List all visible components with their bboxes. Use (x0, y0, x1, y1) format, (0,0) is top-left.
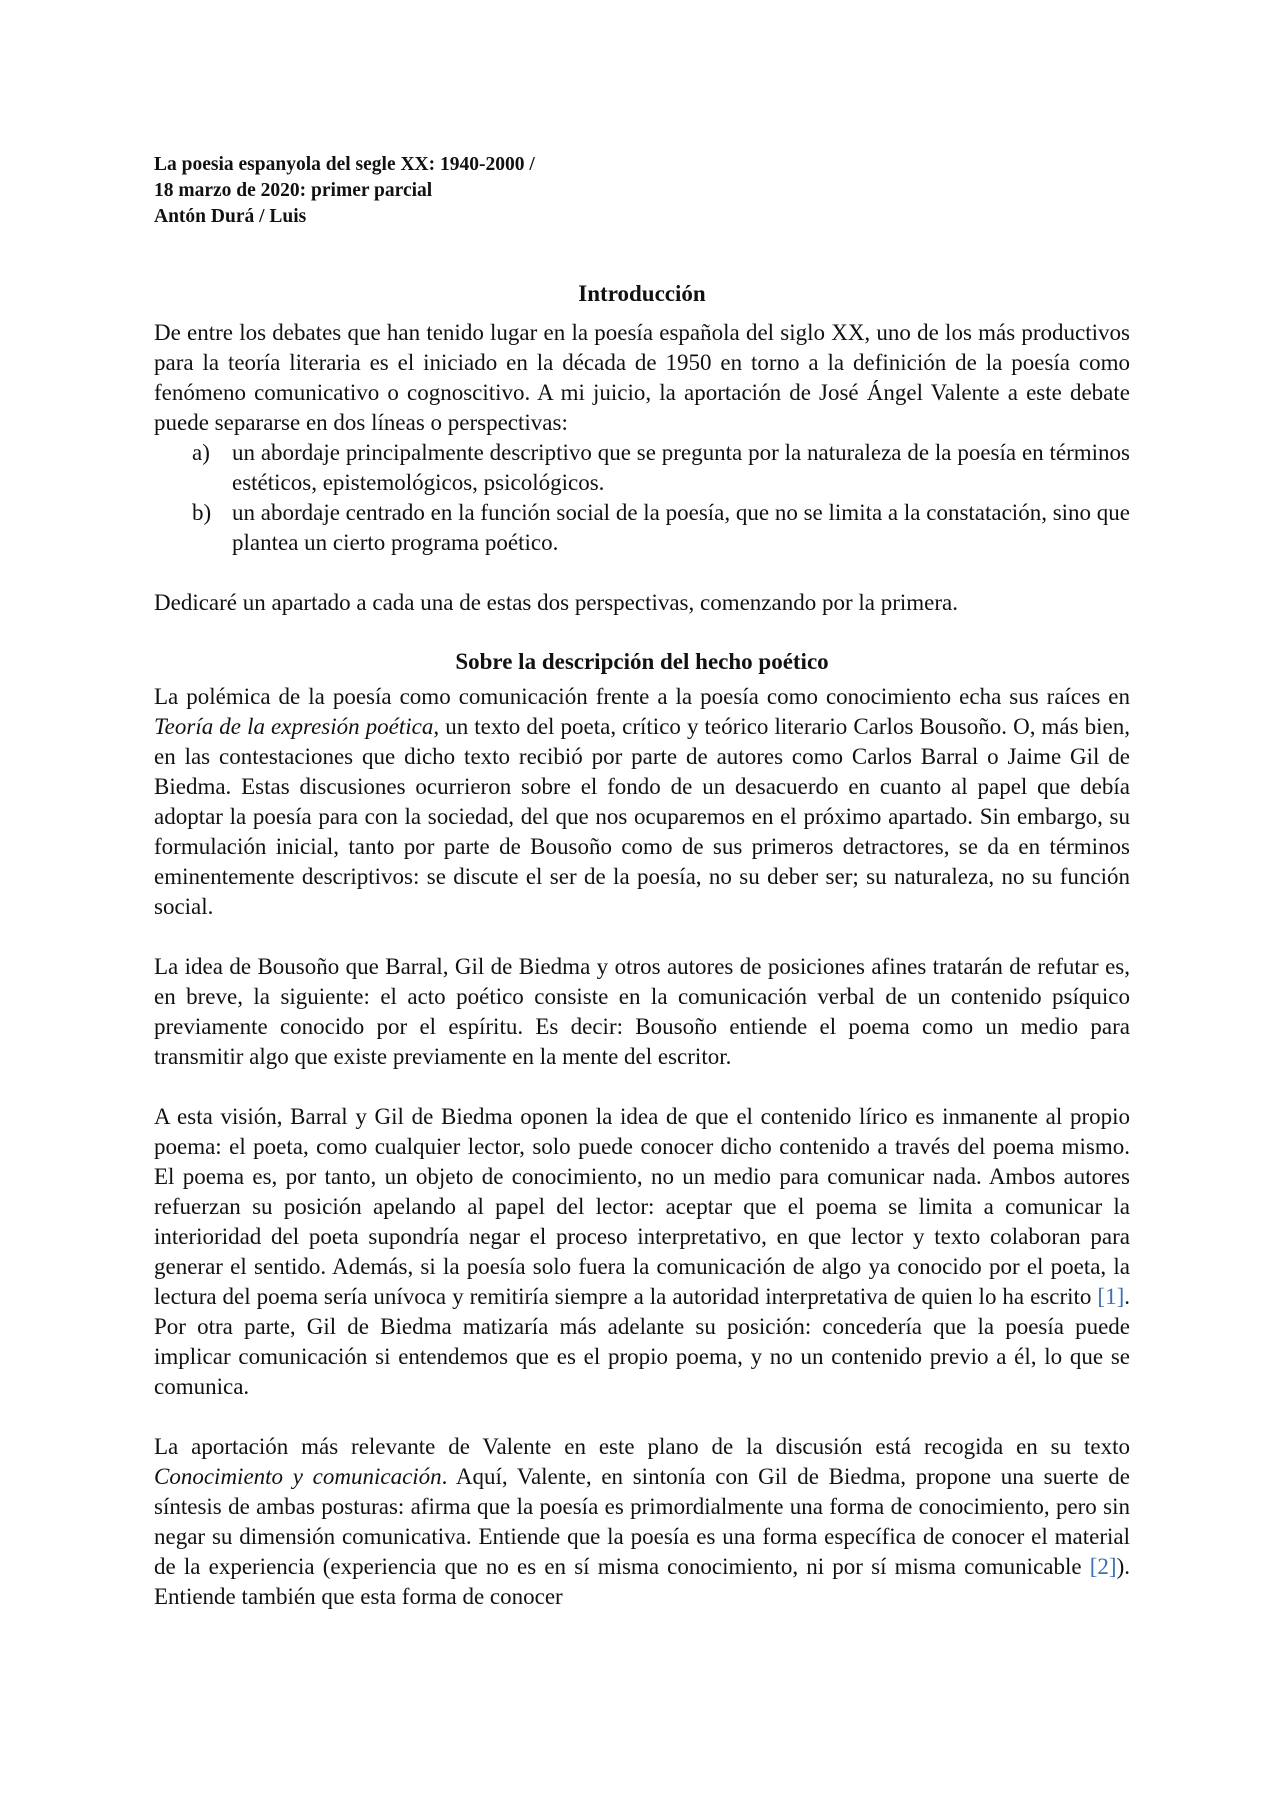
section-title-descripcion: Sobre la descripción del hecho poético (455, 649, 829, 674)
descripcion-paragraph-4: La aportación más relevante de Valente en este plano de la discusión está recogida en su texto Conocimiento y comunicación. Aquí, Valente, en sintonía con Gil de Biedma, propone una suerte de síntesis de ambas posturas: afirma que la poesía es primordialmente una forma de conocimiento, pero sin negar su dimensión comunicativa. Entiende que la poesía es una forma específica de conocer el material de la experiencia (experiencia que no es en sí misma conocimiento, ni por sí misma comunicable [2]). Entiende también que esta forma de conocer (154, 1434, 1130, 1609)
author-line: Antón Durá / Luis (154, 206, 307, 227)
list-marker: a) (192, 440, 210, 465)
course-title: La poesia espanyola del segle XX: 1940-2000 / (154, 154, 535, 175)
document-header (154, 152, 1130, 230)
footnote-link-2[interactable]: [2] (1089, 1554, 1117, 1579)
intro-paragraph-1: De entre los debates que han tenido lugar en la poesía española del siglo XX, uno de los más productivos para la teoría literaria es el iniciado en la década de 1950 en torno a la definición de la poesía como fenómeno comunicativo o cognoscitivo. A mi juicio, la aportación de José Ángel Valente a este debate puede separarse en dos líneas o perspectivas: (154, 320, 1130, 435)
section-title-introduccion: Introducción (578, 281, 706, 306)
list-item-text: un abordaje centrado en la función social de la poesía, que no se limita a la constatación, sino que plantea un cierto programa poético. (232, 500, 1130, 555)
intro-paragraph-2: Dedicaré un apartado a cada una de estas dos perspectivas, comenzando por la primera. (154, 590, 959, 615)
book-title-conocimiento: Conocimiento y comunicación (154, 1464, 442, 1489)
list-item-text: un abordaje principalmente descriptivo que se pregunta por la naturaleza de la poesía en términos estéticos, epistemológicos, psicológicos. (232, 440, 1130, 495)
descripcion-paragraph-2: La idea de Bousoño que Barral, Gil de Biedma y otros autores de posiciones afines tratarán de refutar es, en breve, la siguiente: el acto poético consiste en la comunicación verbal de un contenido psíquico previamente conocido por el espíritu. Es decir: Bousoño entiende el poema como un medio para transmitir algo que existe previamente en la mente del escritor. (154, 954, 1130, 1069)
document-page (154, 152, 1130, 1612)
descripcion-paragraph-1: La polémica de la poesía como comunicación frente a la poesía como conocimiento echa sus raíces en Teoría de la expresión poética, un texto del poeta, crítico y teórico literario Carlos Bousoño. O, más bien, en las contestaciones que dicho texto recibió por parte de autores como Carlos Barral o Jaime Gil de Biedma. Estas discusiones ocurrieron sobre el fondo de un desacuerdo en cuanto al papel que debía adoptar la poesía para con la sociedad, del que nos ocuparemos en el próximo apartado. Sin embargo, su formulación inicial, tanto por parte de Bousoño como de sus primeros detractores, se da en términos eminentemente descriptivos: se discute el ser de la poesía, no su deber ser; su naturaleza, no su función social. (154, 684, 1130, 919)
exam-date: 18 marzo de 2020: primer parcial (154, 180, 433, 201)
footnote-link-1[interactable]: [1] (1097, 1284, 1125, 1309)
list-marker: b) (192, 500, 212, 525)
list-item (192, 438, 1130, 498)
perspectives-list (154, 438, 1130, 558)
list-item (192, 498, 1130, 558)
book-title-teoria: Teoría de la expresión poética (154, 714, 434, 739)
descripcion-paragraph-3: A esta visión, Barral y Gil de Biedma oponen la idea de que el contenido lírico es inmanente al propio poema: el poeta, como cualquier lector, solo puede conocer dicho contenido a través del poema mismo. El poema es, por tanto, un objeto de conocimiento, no un medio para comunicar nada. Ambos autores refuerzan su posición apelando al papel del lector: aceptar que el poema se limita a comunicar la interioridad del poeta supondría negar el proceso interpretativo, en que lector y texto colaboran para generar el sentido. Además, si la poesía solo fuera la comunicación de algo ya conocido por el poeta, la lectura del poema sería unívoca y remitiría siempre a la autoridad interpretativa de quien lo ha escrito [1]. Por otra parte, Gil de Biedma matizaría más adelante su posición: concedería que la poesía puede implicar comunicación si entendemos que es el propio poema, y no un contenido previo a él, lo que se comunica. (154, 1104, 1130, 1399)
